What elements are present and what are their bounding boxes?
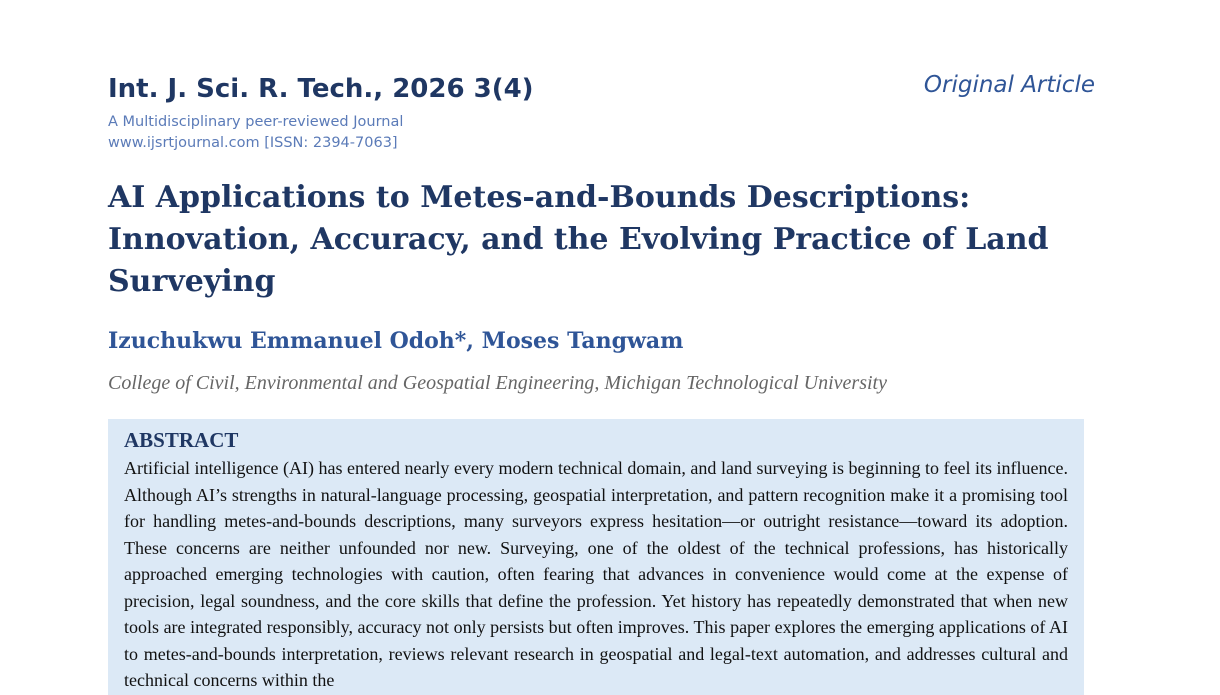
abstract-heading: ABSTRACT	[124, 428, 239, 452]
author-list: Izuchukwu Emmanuel Odoh*, Moses Tangwam	[108, 328, 684, 354]
journal-description: A Multidisciplinary peer-reviewed Journal	[108, 114, 404, 130]
author-affiliation: College of Civil, Environmental and Geospatial Engineering, Michigan Technological University	[108, 372, 887, 394]
article-type-label: Original Article	[923, 72, 1095, 98]
abstract-body: Artificial intelligence (AI) has entered nearly every modern technical domain, and land surveying is beginning to feel its influence. Although AI’s strengths in natural-language processing, geospatial interpretation, and pattern recognition make it a promising tool for handling metes-and-bounds descriptions, many surveyors express hesitation—or outright resistance—toward its adoption. These concerns are neither unfounded nor new. Surveying, one of the oldest of the technical professions, has historically approached emerging technologies with caution, often fearing that advances in convenience would come at the expense of precision, legal soundness, and the core skills that define the profession. Yet history has repeatedly demonstrated that when new tools are integrated responsibly, accuracy not only persists but often improves. This paper explores the emerging applications of AI to metes-and-bounds interpretation, reviews relevant research in geospatial and legal-text automation, and addresses cultural and technical concerns within the	[124, 458, 1068, 690]
journal-title: Int. J. Sci. R. Tech., 2026 3(4)	[108, 74, 534, 104]
journal-website: www.ijsrtjournal.com [ISSN: 2394-7063]	[108, 135, 398, 151]
abstract-section	[108, 419, 1084, 695]
paper-title: AI Applications to Metes-and-Bounds Descriptions: Innovation, Accuracy, and the Evolving Practice of Land Surveying	[108, 180, 1049, 299]
